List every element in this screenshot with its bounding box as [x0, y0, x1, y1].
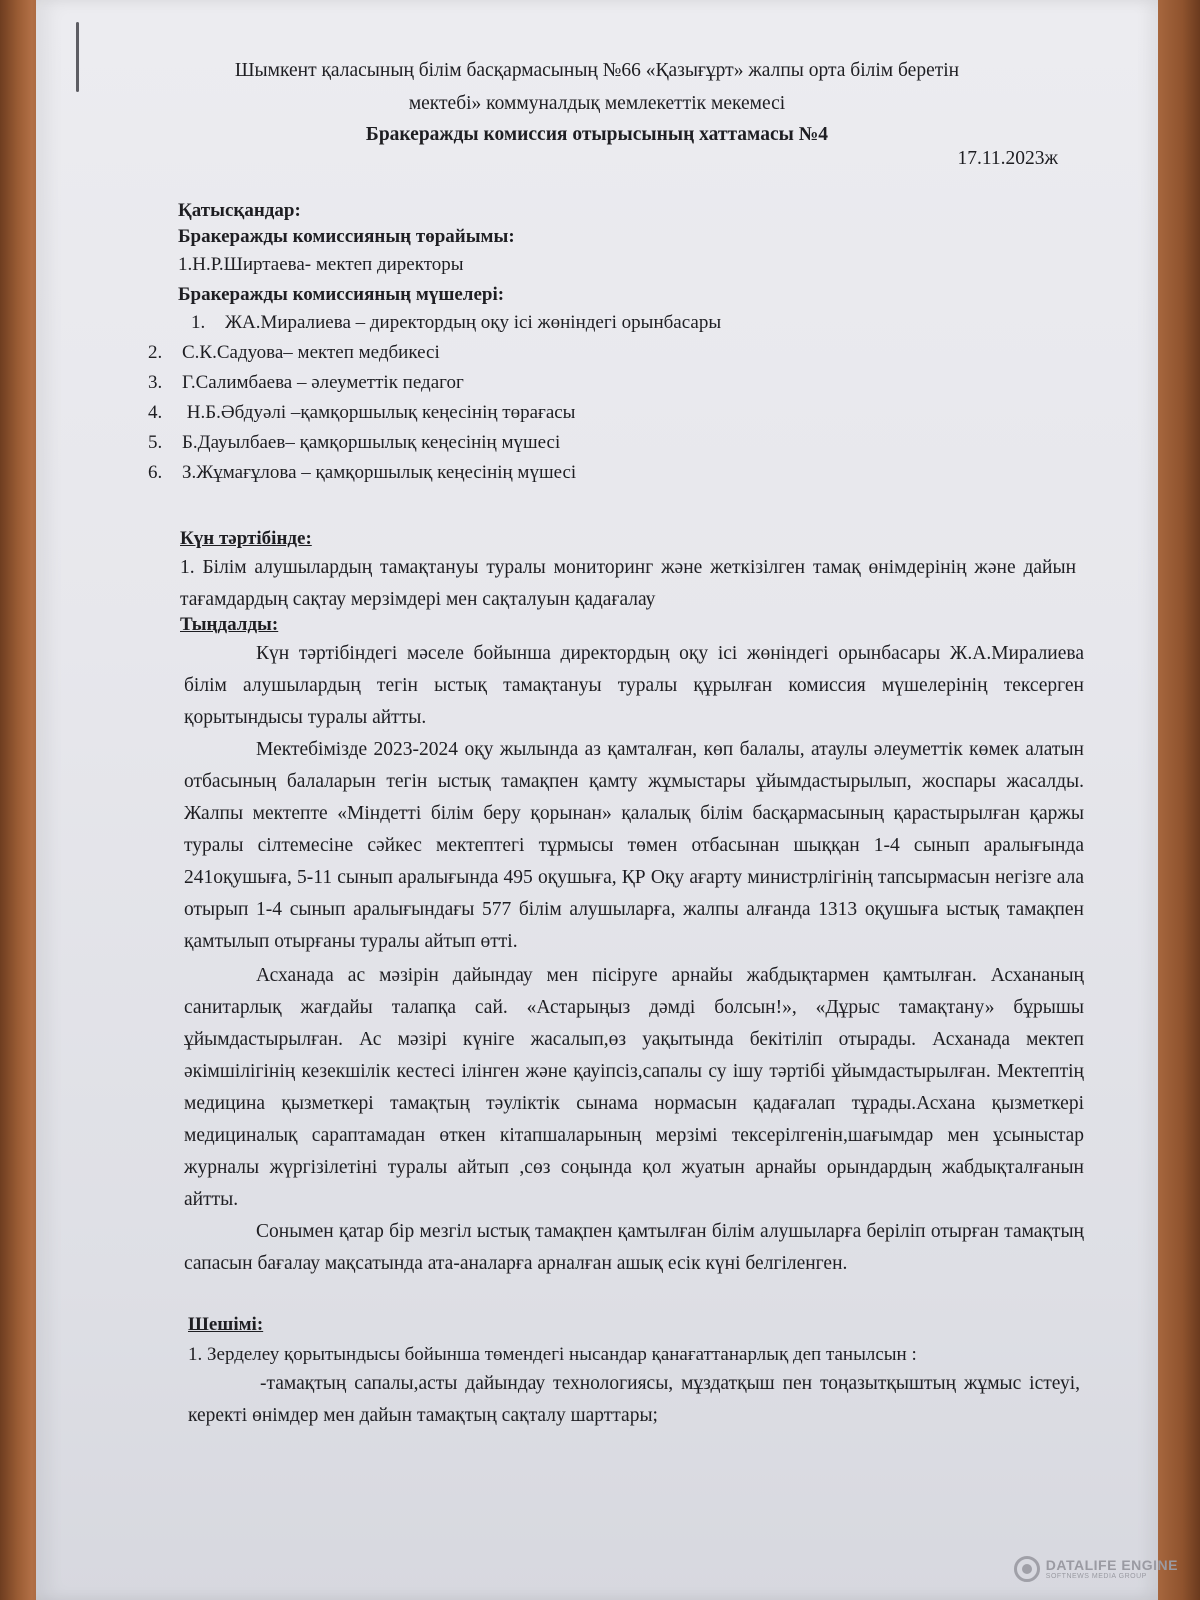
member-text: С.К.Садуова– мектеп медбикесі — [182, 342, 440, 363]
heard-paragraph-2: Мектебімізде 2023-2024 оқу жылында аз қамталған, көп балалы, атаулы әлеуметтік көмек алатын отбасының балаларын тегін ыстық тамақпен қамту жұмыстары ұйымдастырылып, жоспары жасалды. Жалпы мектепте «Міндетті білім беру қорынан» қалалық білім басқармасының қарастырылған қаржы туралы сілтемесіне сәйкес мектептегі тұрмысы төмен отбасынан шыққан 1-4 сынып аралығында 241оқушыға, 5-11 сынып аралығында 495 оқушыға, ҚР Оқу ағарту министрлігінің тапсырмасын негізге ала отырып 1-4 сынып аралығындағы 577 білім алушыларға, жалпы алғанда 1313 оқушыға ыстық тамақпен қамтылып отырғаны туралы айтып өтті. — [184, 739, 1084, 952]
member-item — [148, 432, 560, 454]
chair-heading: Бракеражды комиссияның төрайымы: — [178, 226, 515, 247]
decision-heading: Шешімі: — [188, 1314, 264, 1335]
member-item — [148, 402, 575, 424]
document-title: Бракеражды комиссия отырысының хаттамасы №4 — [365, 124, 829, 145]
member-number: 1. — [191, 312, 206, 333]
member-item — [191, 312, 721, 334]
watermark-text — [1046, 1558, 1178, 1581]
member-number: 4. — [148, 402, 163, 423]
desk-surface-right — [1156, 0, 1200, 1600]
header-line-2: мектебі» коммуналдық мемлекеттік мекемесі — [408, 93, 786, 114]
agenda-item: 1. Білім алушылардың тамақтануы туралы мониторинг және жеткізілген тамақ өнімдерінің және дайын тағамдардың сақтау мерзімдері мен сақталуын қадағалау — [180, 557, 1076, 610]
document-page — [36, 0, 1158, 1600]
watermark — [1014, 1556, 1178, 1582]
heard-paragraph-4: Сонымен қатар бір мезгіл ыстық тамақпен қамтылған білім алушыларға беріліп отырған тамақтың сапасын бағалау мақсатында ата-аналарға арналған ашық есік күні белгіленген. — [184, 1221, 1084, 1274]
members-heading: Бракеражды комиссияның мүшелері: — [178, 284, 505, 305]
member-number: 2. — [148, 342, 163, 363]
member-number: 3. — [148, 372, 163, 393]
watermark-sub: SOFTNEWS MEDIA GROUP — [1045, 1572, 1147, 1580]
watermark-brand: DATALIFE ENGINE — [1045, 1556, 1178, 1573]
member-item — [148, 342, 440, 364]
member-item — [148, 372, 464, 394]
heard-paragraph-3: Асханада ас мәзірін дайындау мен пісіруге арнайы жабдықтармен қамтылған. Асхананың санитарлық жағдайы талапқа сай. «Астарыңыз дәмді болсын!», «Дұрыс тамақтану» бұрышы ұйымдастырылған. Ас мәзірі күнiге жасалып,өз уақытында бекітіліп отырады. Асханада мектеп әкімшілігінің кезекшілік кестесі ілінген және қауіпсіз,сапалы су ішу тәртібі ұйымдастырылған. Мектептің медицина қызметкері тамақтың тәуліктік сынама нормасын қадағалап тұрады.Асхана қызметкері медициналық сараптамадан өткен кітапшаларының мерзімі тексерілгенін,шағымдар мен ұсыныстар журналы жүргізілетіні туралы айтып ,сөз соңында қол жуатын арнайы орындардың жабдықталғанын айтты. — [184, 965, 1084, 1210]
datalife-logo-icon — [1014, 1556, 1040, 1582]
member-number: 6. — [148, 462, 163, 483]
member-text: ЖА.Миралиева – директордың оқу ісі жөніндегі орынбасары — [225, 312, 722, 333]
chair-name: 1.Н.Р.Ширтаева- мектеп директоры — [178, 254, 464, 275]
desk-surface-left — [0, 0, 40, 1600]
header-line-1: Шымкент қаласының білім басқармасының №66 «Қазығұрт» жалпы орта білім беретін — [234, 60, 960, 81]
member-text: З.Жұмағұлова – қамқоршылық кеңесінің мүшесі — [182, 462, 577, 483]
member-text: Г.Салимбаева – әлеуметтік педагог — [182, 372, 464, 393]
heard-paragraph-1: Күн тәртібіндегі мәселе бойынша директордың оқу ісі жөніндегі орынбасары Ж.А.Миралиева білім алушылардың тегін ыстық тамақтануы туралы құрылған комиссия мүшелерінің тексерген қорытындысы туралы айтты. — [184, 643, 1084, 728]
document-date: 17.11.2023ж — [957, 148, 1058, 169]
heard-heading: Тыңдалды: — [180, 614, 279, 635]
member-text: Н.Б.Әбдуәлі –қамқоршылық кеңесінің төрағасы — [182, 402, 576, 423]
member-text: Б.Дауылбаев– қамқоршылық кеңесінің мүшесі — [182, 432, 561, 453]
decision-item-1-detail: -тамақтың сапалы,асты дайындау технологиясы, мұздатқыш пен тоңазытқыштың жұмыс істеуі, керекті өнімдер мен дайын тамақтың сақталу шарттары; — [188, 1373, 1080, 1426]
member-number: 5. — [148, 432, 163, 453]
agenda-heading: Күн тәртібінде: — [180, 528, 312, 549]
participants-heading: Қатысқандар: — [178, 200, 301, 221]
member-item — [148, 462, 576, 484]
decision-item-1: 1. Зерделеу қорытындысы бойынша төмендегі нысандар қанағаттанарлық деп танылсын : — [188, 1344, 917, 1365]
